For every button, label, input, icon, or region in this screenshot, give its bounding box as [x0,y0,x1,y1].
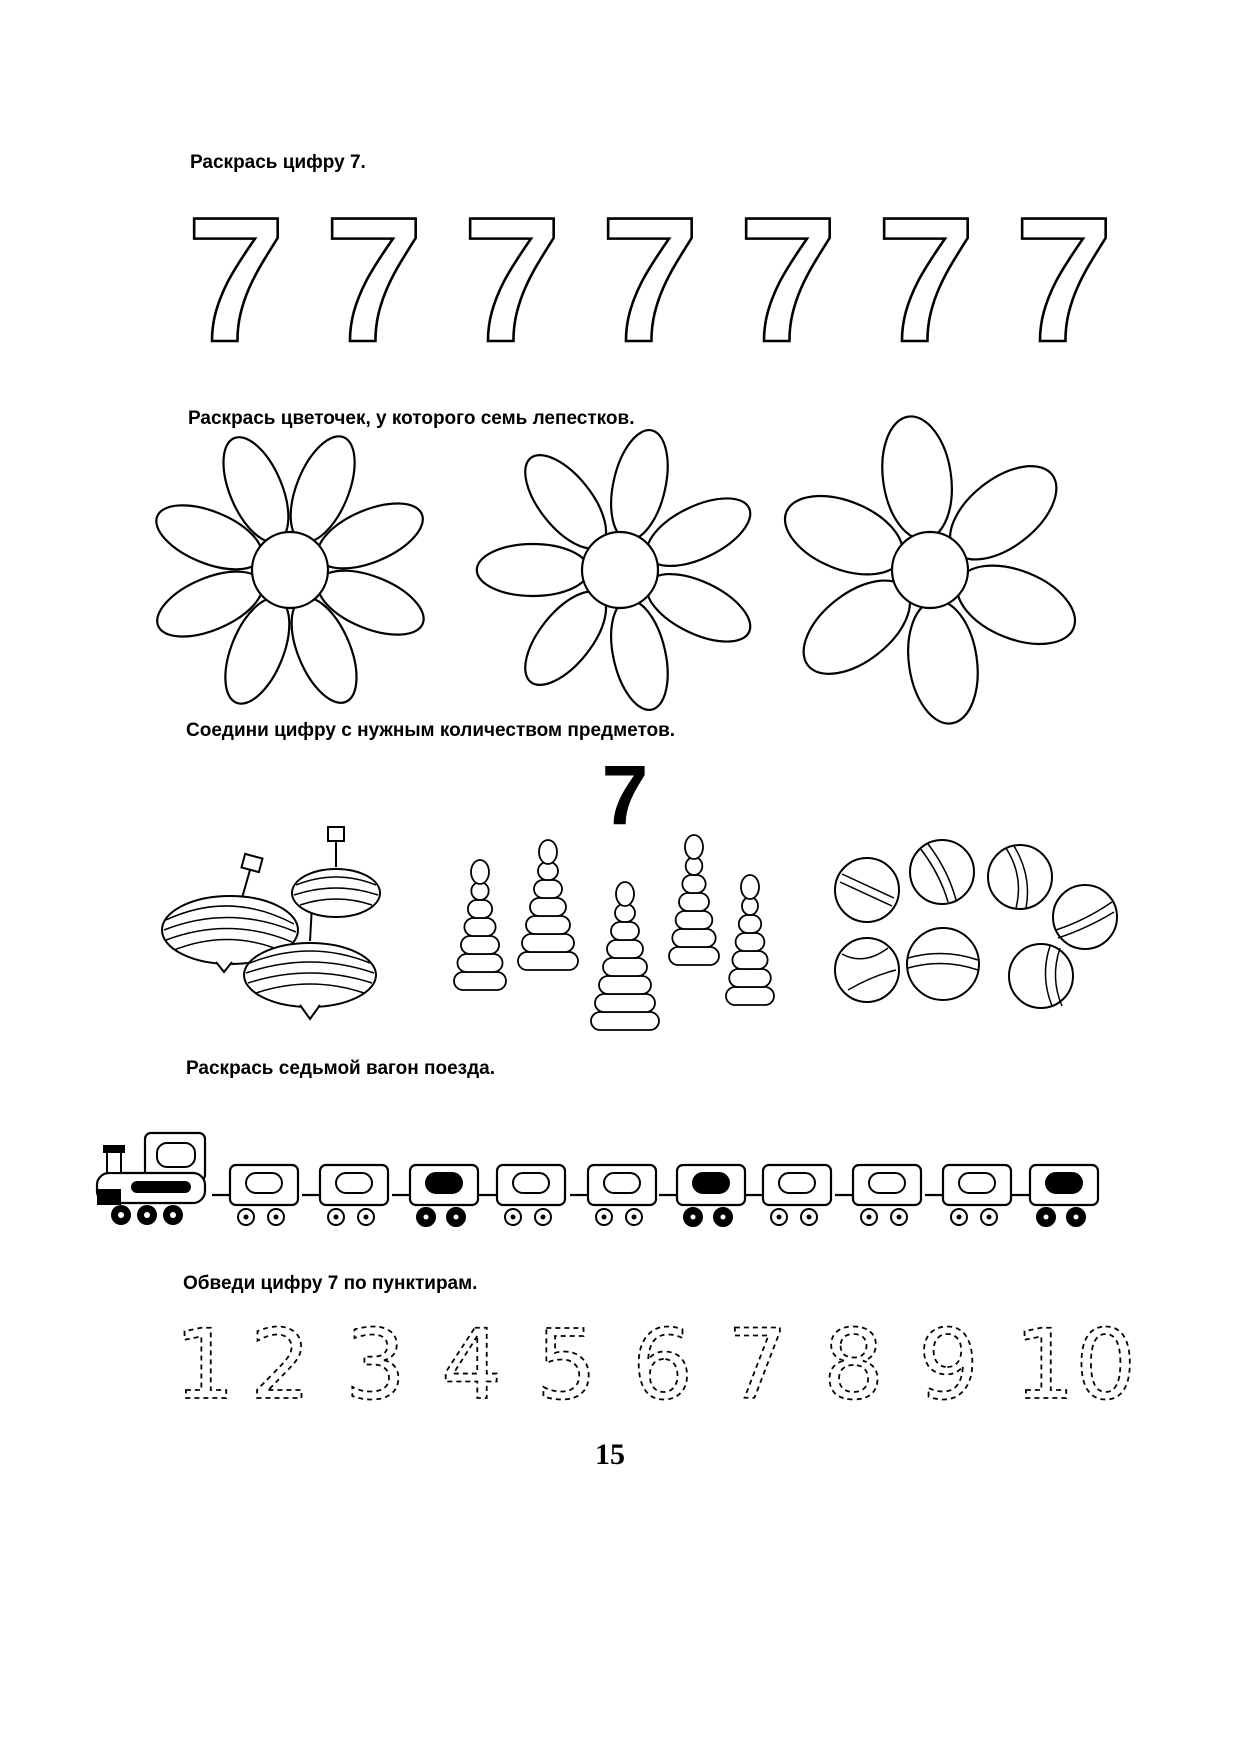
dotted-digit-9[interactable] [914,1309,984,1421]
connect-digit[interactable]: 7 [601,748,649,842]
outline-seven[interactable]: 7 [1014,180,1114,379]
dotted-digit-8[interactable] [819,1309,889,1421]
svg-text:4: 4 [440,1309,502,1421]
spinning-tops-group[interactable] [120,830,400,1040]
flower-seven-petals[interactable] [490,450,750,690]
flower-center [582,532,658,608]
outline-sevens-row [180,180,1120,379]
ball-icon [907,928,979,1000]
dotted-digit-3[interactable] [341,1309,411,1421]
dotted-digit-10[interactable] [1010,1309,1137,1421]
svg-text:10: 10 [1013,1309,1137,1421]
ring-pyramids-group[interactable] [440,840,770,1040]
task-color-flower: Раскрась цветочек, у которого семь лепестков. [188,408,635,429]
outline-seven[interactable]: 7 [738,180,838,379]
task-trace: Обведи цифру 7 по пунктирам. [183,1273,478,1294]
petal [477,544,589,596]
wagon-8[interactable] [853,1165,921,1225]
ring-pyramid-icon [726,875,774,1005]
dotted-digit-4[interactable] [437,1309,507,1421]
flower-center [892,532,968,608]
ring-pyramid-icon [454,860,506,990]
flower-eight-petals[interactable] [160,450,420,690]
wagon-6[interactable] [677,1165,745,1226]
svg-text:8: 8 [822,1309,884,1421]
balls-group[interactable] [830,850,1120,1020]
outline-seven[interactable]: 7 [876,180,976,379]
ball-icon [910,840,974,904]
dotted-digit-1[interactable] [170,1309,236,1421]
spinning-top-icon [292,827,380,917]
svg-text:3: 3 [345,1309,407,1421]
dotted-digit-5[interactable] [532,1309,602,1421]
wagon-2[interactable] [320,1165,388,1225]
ring-pyramid-icon [518,840,578,970]
tracing-digits-row [170,1309,1137,1421]
locomotive[interactable] [97,1133,205,1225]
ball-icon [1053,885,1117,949]
svg-text:9: 9 [918,1309,980,1421]
task-train: Раскрась седьмой вагон поезда. [186,1058,496,1079]
dotted-digit-2[interactable] [246,1309,316,1421]
outline-seven[interactable]: 7 [186,180,286,379]
dotted-digit-7[interactable] [723,1309,793,1421]
flower-six-petals[interactable] [800,450,1060,690]
wagon-5[interactable] [588,1165,656,1225]
wagon-7[interactable] [763,1165,831,1225]
task-color-digit: Раскрась цифру 7. [190,152,366,173]
ring-pyramid-icon [591,882,659,1030]
page-number: 15 [595,1438,625,1471]
ball-icon [988,845,1052,909]
train [95,1125,1155,1235]
wagon-9[interactable] [943,1165,1011,1225]
outline-seven[interactable]: 7 [600,180,700,379]
task-connect: Соедини цифру с нужным количеством предметов. [186,720,676,741]
wagon-1[interactable] [230,1165,298,1225]
flowers-row [0,450,1241,700]
svg-text:7: 7 [727,1309,789,1421]
wagon-3[interactable] [410,1165,478,1226]
ball-icon [835,938,899,1002]
ball-icon [835,858,899,922]
outline-seven[interactable]: 7 [324,180,424,379]
wagon-10[interactable] [1030,1165,1098,1226]
svg-text:5: 5 [536,1309,598,1421]
svg-text:6: 6 [631,1309,693,1421]
flower-center [252,532,328,608]
wagon-4[interactable] [497,1165,565,1225]
svg-text:1: 1 [174,1309,236,1421]
svg-text:2: 2 [249,1309,311,1421]
ball-icon [1009,944,1073,1008]
outline-seven[interactable]: 7 [462,180,562,379]
dotted-digit-6[interactable] [628,1309,698,1421]
ring-pyramid-icon [669,835,719,965]
